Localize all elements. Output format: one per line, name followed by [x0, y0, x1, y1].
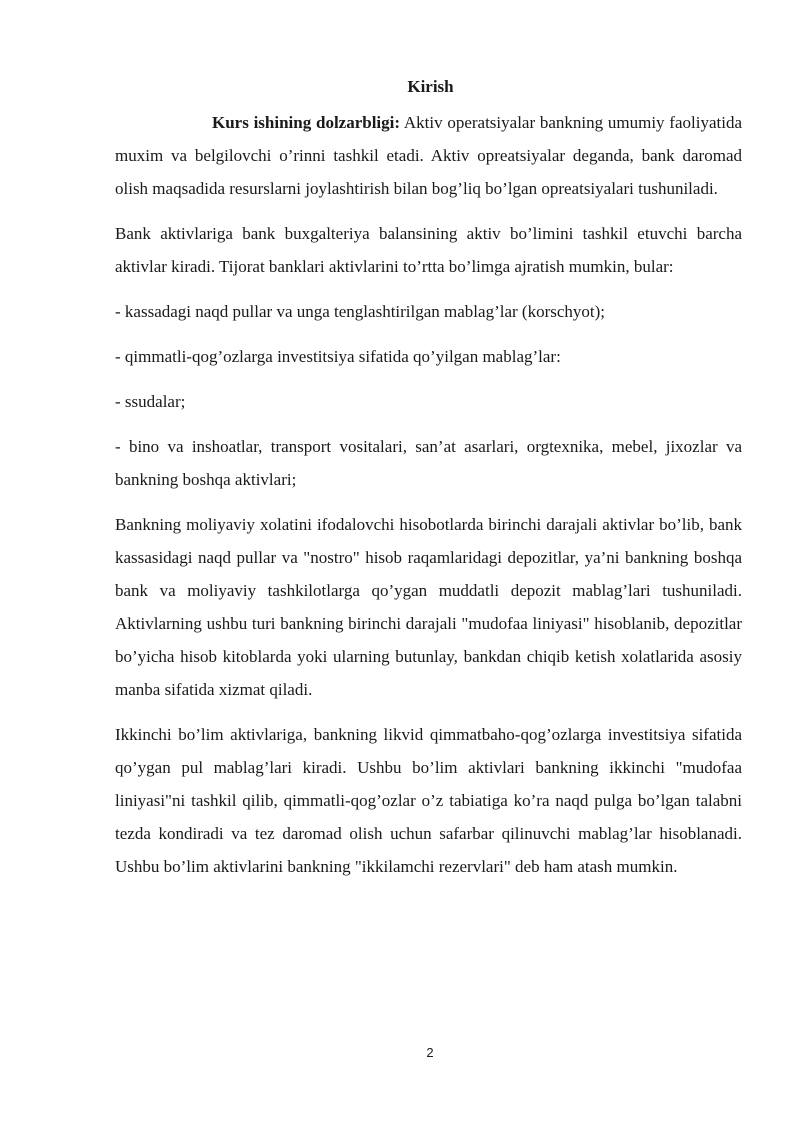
intro-paragraph: [115, 106, 742, 205]
list-item: - qimmatli-qog’ozlarga investitsiya sifatida qo’yilgan mablag’lar:: [115, 347, 561, 366]
assets-paragraph: Bank aktivlariga bank buxgalteriya balansining aktiv bo’limini tashkil etuvchi barcha aktivlar kiradi. Tijorat banklari aktivlarini to’rtta bo’limga ajratish mumkin, bular:: [115, 224, 742, 276]
list-item: - bino va inshoatlar, transport vositalari, san’at asarlari, orgtexnika, mebel, jixozlar va bankning boshqa aktivlari;: [115, 437, 742, 489]
list-item: - ssudalar;: [115, 392, 186, 411]
first-level-paragraph: Bankning moliyaviy xolatini ifodalovchi hisobotlarda birinchi darajali aktivlar bo’lib, bank kassasidagi naqd pullar va "nostro" hisob raqamlaridagi depozitlar, ya’ni bankning boshqa bank va moliyaviy tashkilotlarga qo’ygan muddatli depozit mablag’lari tushuniladi. Aktivlarning ushbu turi bankning birinchi darajali "mudofaa liniyasi" hisoblanib, depozitlar bo’yicha hisob kitoblarda yoki ularning butunlay, bankdan chiqib ketish xolatlarida asosiy manba sifatida xizmat qiladi.: [115, 515, 742, 699]
list-item: - kassadagi naqd pullar va unga tenglashtirilgan mablag’lar (korschyot);: [115, 302, 606, 321]
section-title: Kirish: [407, 77, 454, 96]
document-page: [115, 70, 742, 895]
page-number: 2: [426, 1045, 434, 1060]
second-level-paragraph: Ikkinchi bo’lim aktivlariga, bankning likvid qimmatbaho-qog’ozlarga investitsiya sifatida qo’ygan pul mablag’lari kiradi. Ushbu bo’lim aktivlari bankning ikkinchi "mudofaa liniyasi"ni tashkil qilib, qimmatli-qog’ozlar o’z tabiatiga ko’ra naqd pulga bo’lgan talabni tezda kondiradi va tez daromad olish uchun safarbar qilinuvchi mablag’lar hisoblanadi. Ushbu bo’lim aktivlarini bankning "ikkilamchi rezervlari" deb ham atash mumkin.: [115, 725, 742, 876]
intro-lead: Kurs ishining dolzarbligi:: [212, 113, 401, 132]
intro-text: Aktiv operatsiyalar bankning umumiy faoliyatida muxim va belgilovchi o’rinni tashkil etadi. Aktiv opreatsiyalar deganda, bank daromad olish maqsadida resurslarni joylashtirish bilan bog’liq bo’lgan opreatsiyalari tushuniladi.: [115, 113, 742, 198]
